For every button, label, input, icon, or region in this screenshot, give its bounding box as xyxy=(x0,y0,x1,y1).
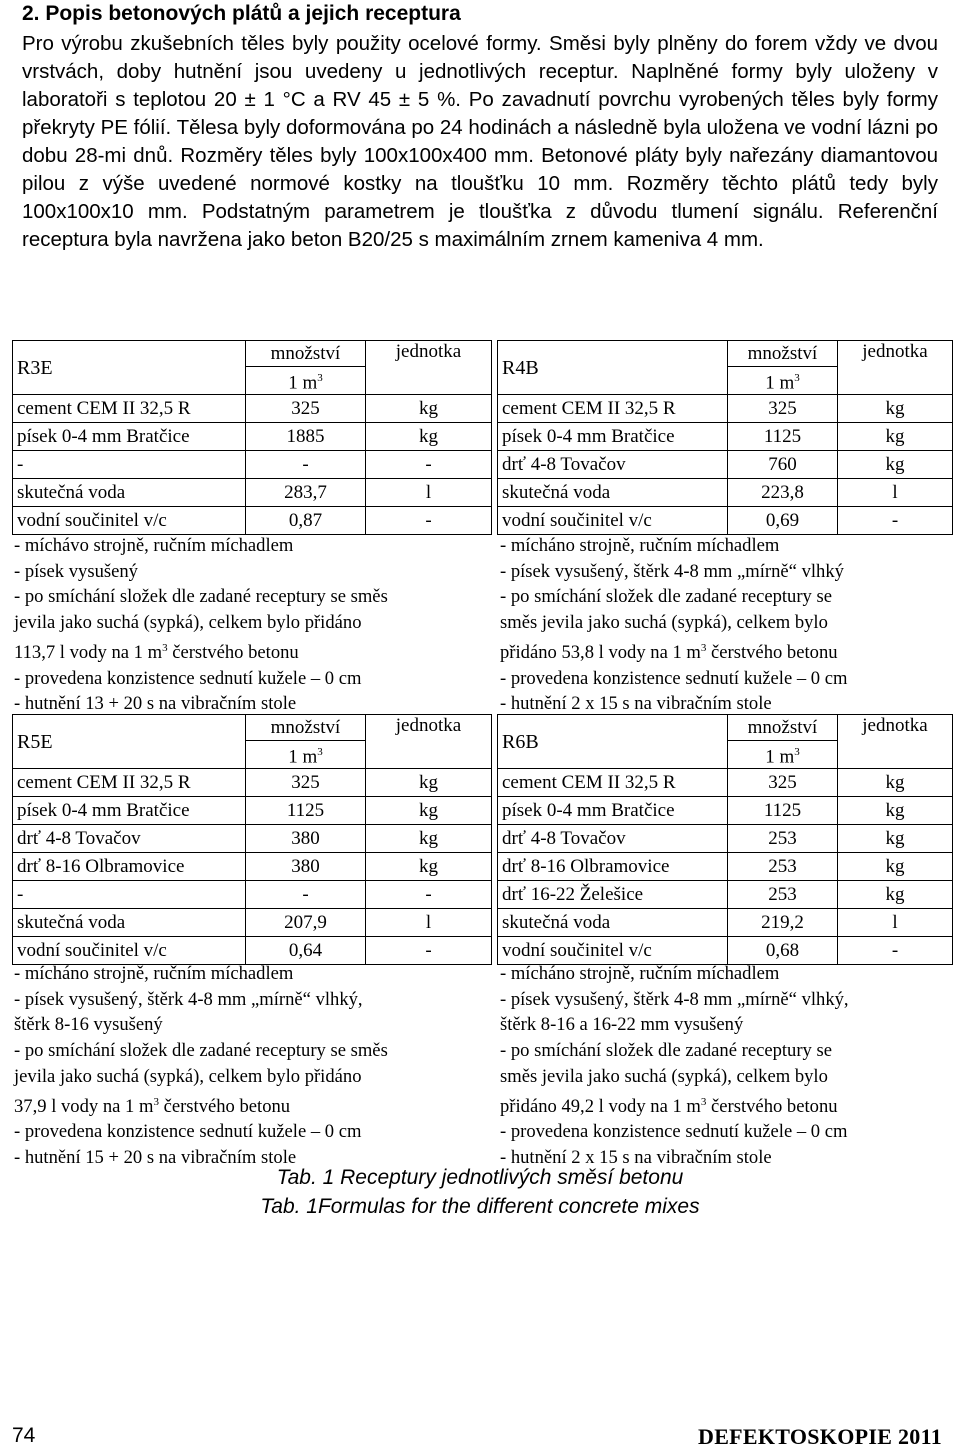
unit-cell: - xyxy=(366,451,492,479)
table-row xyxy=(13,507,492,535)
table-row xyxy=(498,507,953,535)
table-row xyxy=(13,825,492,853)
ingredient-cell: vodní součinitel v/c xyxy=(13,507,246,535)
amount-cell: 283,7 xyxy=(246,479,366,507)
col-amount: množství xyxy=(246,715,366,741)
notes-r4b xyxy=(500,533,847,717)
amount-cell: 0,87 xyxy=(246,507,366,535)
note-line: - provedena konzistence sednutí kužele – 0 cm xyxy=(500,1121,848,1143)
note-line: - provedena konzistence sednutí kužele – 0 cm xyxy=(500,667,848,689)
unit-cell: kg xyxy=(366,769,492,797)
cubic-sup: 3 xyxy=(162,641,168,654)
notes-r5e xyxy=(14,961,388,1171)
table-row xyxy=(13,909,492,937)
unit-cell: - xyxy=(366,507,492,535)
note-line: jevila jako suchá (sypká), celkem bylo přidáno xyxy=(14,1065,362,1087)
table-row xyxy=(498,479,953,507)
note-line: jevila jako suchá (sypká), celkem bylo přidáno xyxy=(14,612,362,634)
col-amount-per xyxy=(246,367,366,395)
amount-cell: 219,2 xyxy=(728,909,838,937)
note-line: - po smíchání složek dle zadané receptury se směs xyxy=(14,586,388,608)
unit-cell: - xyxy=(366,937,492,965)
ingredient-cell: písek 0-4 mm Bratčice xyxy=(498,423,728,451)
unit-cell: - xyxy=(838,507,953,535)
table-row xyxy=(13,853,492,881)
amount-cell: 760 xyxy=(728,451,838,479)
recipe-table-r5e xyxy=(12,714,492,965)
amount-cell: 253 xyxy=(728,853,838,881)
note-text: čerstvého betonu xyxy=(158,1095,291,1117)
footer-journal: DEFEKTOSKOPIE 2011 xyxy=(698,1424,942,1449)
recipe-table-r6b xyxy=(497,714,953,965)
note-line: - písek vysušený, štěrk 4-8 mm „mírně“ vlhký, xyxy=(500,988,849,1010)
amount-cell: 325 xyxy=(728,769,838,797)
note-line xyxy=(500,1090,849,1120)
amount-cell: 0,69 xyxy=(728,507,838,535)
amount-cell: 1125 xyxy=(728,423,838,451)
table-row xyxy=(498,395,953,423)
amount-cell: 0,64 xyxy=(246,937,366,965)
unit-cell: kg xyxy=(838,853,953,881)
ingredient-cell: skutečná voda xyxy=(13,479,246,507)
page-number: 74 xyxy=(12,1424,36,1447)
col-amount: množství xyxy=(728,341,838,367)
table-row xyxy=(498,909,953,937)
amount-cell: 380 xyxy=(246,853,366,881)
note-line: - hutnění 2 x 15 s na vibračním stole xyxy=(500,1147,772,1169)
note-text: přidáno 53,8 l vody na 1 m xyxy=(500,642,701,663)
unit-cell: kg xyxy=(366,825,492,853)
table-row xyxy=(498,825,953,853)
amount-cell: 223,8 xyxy=(728,479,838,507)
unit-cell: l xyxy=(838,479,953,507)
ingredient-cell: vodní součinitel v/c xyxy=(13,937,246,965)
note-text: 37,9 l vody na 1 m xyxy=(14,1095,154,1117)
ingredient-cell: drť 4-8 Tovačov xyxy=(498,451,728,479)
unit-cell: kg xyxy=(838,881,953,909)
table-row xyxy=(13,769,492,797)
table-row xyxy=(498,423,953,451)
amount-cell: 325 xyxy=(246,769,366,797)
unit-cell: - xyxy=(366,881,492,909)
col-amount: množství xyxy=(728,715,838,741)
notes-r6b xyxy=(500,961,849,1171)
note-line: - provedena konzistence sednutí kužele – 0 cm xyxy=(14,667,362,689)
table-row xyxy=(498,797,953,825)
recipe-table-r4b xyxy=(497,340,953,535)
notes-r3e xyxy=(14,533,388,717)
note-line xyxy=(500,636,847,666)
col-unit: jednotka xyxy=(838,341,953,395)
table-caption-cz: Tab. 1 Receptury jednotlivých směsí betonu xyxy=(276,1166,684,1189)
col-amount-per xyxy=(246,741,366,769)
per-cubic-label: 1 m xyxy=(288,746,318,768)
unit-cell: kg xyxy=(838,825,953,853)
table-row xyxy=(13,395,492,423)
ingredient-cell: písek 0-4 mm Bratčice xyxy=(13,423,246,451)
cubic-sup: 3 xyxy=(700,641,707,654)
per-cubic-label: 1 m xyxy=(765,372,795,394)
ingredient-cell: - xyxy=(13,881,246,909)
unit-cell: kg xyxy=(366,853,492,881)
note-line: - provedena konzistence sednutí kužele – 0 cm xyxy=(14,1121,362,1143)
ingredient-cell: skutečná voda xyxy=(13,909,246,937)
table-row xyxy=(13,451,492,479)
ingredient-cell: drť 4-8 Tovačov xyxy=(498,825,728,853)
note-line: - písek vysušený, štěrk 4-8 mm „mírně“ vlhký, xyxy=(14,988,363,1010)
note-line xyxy=(14,1090,388,1120)
recipe-name: R5E xyxy=(13,715,246,769)
unit-cell: kg xyxy=(366,797,492,825)
note-line: - hutnění 2 x 15 s na vibračním stole xyxy=(500,693,772,715)
unit-cell: kg xyxy=(366,395,492,423)
cubic-sup: 3 xyxy=(794,746,800,758)
intro-paragraph: Pro výrobu zkušebních těles byly použity ocelové formy. Směsi byly plněny do forem vždy ve dvou vrstvách, doby hutnění jsou uvedeny u jednotlivých receptur. Naplněné formy byly uloženy v laboratoři s teplotou 20 ± 1 °C a RV 45 ± 5 %. Po zavadnutí povrchu vyrobených těles byly formy překryty PE fólií. Tělesa byly doformována po 24 hodinách a následně byla uložena ve vodní lázni po dobu 28-mi dnů. Rozměry těles byly 100x100x400 mm. Betonové pláty byly nařezány diamantovou pilou z výše uvedené normové kostky na tloušťku 10 mm. Rozměry těchto plátů tedy byly 100x100x10 mm. Podstatným parametrem je tloušťka z důvodu tlumení signálu. Referenční receptura byla navržena jako beton B20/25 s maximálním zrnem kameniva 4 mm. xyxy=(22,32,938,251)
ingredient-cell: cement CEM II 32,5 R xyxy=(13,395,246,423)
unit-cell: kg xyxy=(366,423,492,451)
unit-cell: kg xyxy=(838,769,953,797)
table-row xyxy=(498,451,953,479)
table-row xyxy=(13,479,492,507)
section-heading: 2. Popis betonových plátů a jejich receptura xyxy=(22,2,461,25)
note-text: přidáno 49,2 l vody na 1 m xyxy=(500,1095,701,1117)
recipe-name: R4B xyxy=(498,341,728,395)
unit-cell: kg xyxy=(838,395,953,423)
per-cubic-label: 1 m xyxy=(288,372,318,394)
note-line: - po smíchání složek dle zadané receptury se směs xyxy=(14,1040,388,1062)
note-line: - hutnění 13 + 20 s na vibračním stole xyxy=(14,693,297,715)
amount-cell: 253 xyxy=(728,881,838,909)
recipe-name: R6B xyxy=(498,715,728,769)
note-line: - hutnění 15 + 20 s na vibračním stole xyxy=(14,1147,297,1169)
amount-cell: 207,9 xyxy=(246,909,366,937)
unit-cell: - xyxy=(838,937,953,965)
per-cubic-label: 1 m xyxy=(765,746,795,768)
ingredient-cell: cement CEM II 32,5 R xyxy=(498,395,728,423)
note-line: - míchávo strojně, ručním míchadlem xyxy=(14,535,294,556)
amount-cell: - xyxy=(246,881,366,909)
ingredient-cell: písek 0-4 mm Bratčice xyxy=(13,797,246,825)
table-row xyxy=(498,853,953,881)
note-line xyxy=(14,636,388,666)
table-caption-en: Tab. 1Formulas for the different concrete mixes xyxy=(260,1195,700,1218)
table-row xyxy=(13,423,492,451)
amount-cell: 325 xyxy=(728,395,838,423)
amount-cell: 1125 xyxy=(728,797,838,825)
col-amount-per xyxy=(728,367,838,395)
ingredient-cell: drť 8-16 Olbramovice xyxy=(498,853,728,881)
note-text: čerstvého betonu xyxy=(706,1095,838,1117)
ingredient-cell: drť 8-16 Olbramovice xyxy=(13,853,246,881)
amount-cell: 0,68 xyxy=(728,937,838,965)
note-line: - písek vysušený, štěrk 4-8 mm „mírně“ vlhký xyxy=(500,560,844,582)
ingredient-cell: - xyxy=(13,451,246,479)
note-line: směs jevila jako suchá (sypká), celkem bylo xyxy=(500,612,828,634)
unit-cell: l xyxy=(366,909,492,937)
ingredient-cell: drť 16-22 Želešice xyxy=(498,881,728,909)
table-row xyxy=(13,881,492,909)
col-unit: jednotka xyxy=(366,715,492,769)
note-text: 113,7 l vody na 1 m xyxy=(14,642,163,663)
ingredient-cell: skutečná voda xyxy=(498,909,728,937)
note-line: směs jevila jako suchá (sypká), celkem bylo xyxy=(500,1065,828,1087)
amount-cell: 325 xyxy=(246,395,366,423)
note-line: - mícháno strojně, ručním míchadlem xyxy=(500,963,780,984)
ingredient-cell: vodní součinitel v/c xyxy=(498,507,728,535)
ingredient-cell: vodní součinitel v/c xyxy=(498,937,728,965)
note-line: - mícháno strojně, ručním míchadlem xyxy=(500,535,780,556)
note-text: čerstvého betonu xyxy=(167,642,299,663)
unit-cell: l xyxy=(366,479,492,507)
amount-cell: 253 xyxy=(728,825,838,853)
col-amount: množství xyxy=(246,341,366,367)
unit-cell: kg xyxy=(838,797,953,825)
unit-cell: kg xyxy=(838,451,953,479)
ingredient-cell: cement CEM II 32,5 R xyxy=(498,769,728,797)
col-unit: jednotka xyxy=(366,341,492,395)
table-row xyxy=(498,881,953,909)
ingredient-cell: cement CEM II 32,5 R xyxy=(13,769,246,797)
amount-cell: - xyxy=(246,451,366,479)
col-unit: jednotka xyxy=(838,715,953,769)
cubic-sup: 3 xyxy=(153,1095,159,1108)
table-row xyxy=(13,797,492,825)
note-line: - písek vysušený xyxy=(14,560,138,582)
note-line: štěrk 8-16 vysušený xyxy=(14,1014,163,1036)
table-row xyxy=(498,769,953,797)
note-text: čerstvého betonu xyxy=(706,642,838,663)
note-line: - po smíchání složek dle zadané receptury se xyxy=(500,1040,832,1062)
note-line: - mícháno strojně, ručním míchadlem xyxy=(14,963,294,984)
amount-cell: 1885 xyxy=(246,423,366,451)
recipe-name: R3E xyxy=(13,341,246,395)
ingredient-cell: písek 0-4 mm Bratčice xyxy=(498,797,728,825)
unit-cell: l xyxy=(838,909,953,937)
amount-cell: 380 xyxy=(246,825,366,853)
cubic-sup: 3 xyxy=(317,746,323,758)
cubic-sup: 3 xyxy=(700,1095,707,1108)
ingredient-cell: skutečná voda xyxy=(498,479,728,507)
cubic-sup: 3 xyxy=(794,372,800,384)
cubic-sup: 3 xyxy=(317,372,323,384)
note-line: - po smíchání složek dle zadané receptury se xyxy=(500,586,832,608)
amount-cell: 1125 xyxy=(246,797,366,825)
unit-cell: kg xyxy=(838,423,953,451)
note-line: štěrk 8-16 a 16-22 mm vysušený xyxy=(500,1014,744,1036)
ingredient-cell: drť 4-8 Tovačov xyxy=(13,825,246,853)
recipe-table-r3e xyxy=(12,340,492,535)
col-amount-per xyxy=(728,741,838,769)
